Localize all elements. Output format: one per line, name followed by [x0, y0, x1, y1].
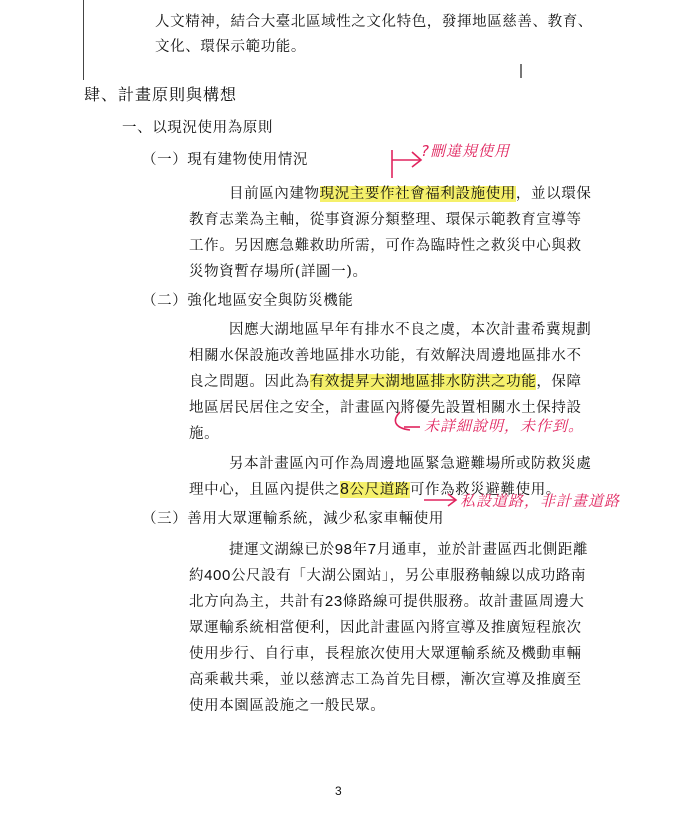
paragraph-line: 教育志業為主軸，從事資源分類整理、環保示範教育宣導等	[189, 212, 582, 228]
paragraph-line: 施。	[189, 426, 220, 442]
paragraph-line: 災物資暫存場所(詳圖一)。	[189, 264, 368, 280]
handwritten-note: 私設道路，非計畫道路	[460, 492, 621, 510]
paragraph-line: 良之問題。因此為有效提昇大湖地區排水防洪之功能，保障	[189, 374, 582, 390]
paragraph-line: 高乘載共乘，並以慈濟志工為首先目標，漸次宣導及推廣至	[189, 672, 582, 688]
paragraph-line: 使用步行、自行車，長程旅次使用大眾運輸系統及機動車輛	[189, 646, 582, 662]
paragraph-line: 因應大湖地區早年有排水不良之虞，本次計畫希冀規劃	[229, 322, 592, 338]
page-number: 3	[335, 784, 342, 798]
highlighted-text: 現況主要作社會福利設施使用	[319, 186, 516, 202]
paragraph-line: 另本計畫區內可作為周邊地區緊急避難場所或防救災處	[229, 456, 592, 472]
paragraph-line: 北方向為主，共計有23條路線可提供服務。故計畫區周邊大	[189, 593, 585, 610]
highlighted-number: 8	[340, 481, 350, 498]
paragraph-line: 相關水保設施改善地區排水功能，有效解決周邊地區排水不	[189, 348, 582, 364]
paragraph-line: 使用本園區設施之一般民眾。	[189, 698, 386, 714]
paragraph-line: 目前區內建物現況主要作社會福利設施使用，並以環保	[229, 186, 592, 202]
highlighted-text: 有效提昇大湖地區排水防洪之功能	[309, 374, 537, 390]
paragraph-line: 文化、環保示範功能。	[155, 39, 306, 55]
subsection-title: （三）善用大眾運輸系統，減少私家車輛使用	[142, 511, 444, 527]
paragraph-line: 理中心，且區內提供之8公尺道路可作為救災避難使用。	[189, 481, 561, 498]
paragraph-line: 約400公尺設有「大湖公園站」，另公車服務軸線以成功路南	[189, 567, 587, 584]
scan-mark	[520, 64, 522, 78]
paragraph-line: 工作。另因應急難救助所需，可作為臨時性之救災中心與救	[189, 238, 582, 254]
subsection-title: （二）強化地區安全與防災機能	[142, 293, 354, 309]
highlighted-text: 公尺道路	[349, 482, 410, 498]
subsection-title: （一）現有建物使用情況	[142, 152, 309, 168]
subsection-heading: 一、以現況使用為原則	[122, 120, 273, 136]
margin-line	[83, 0, 84, 80]
paragraph-line: 捷運文湖線已於98年7月通車，並於計畫區西北側距離	[229, 541, 589, 558]
paragraph-line: 人文精神，結合大臺北區域性之文化特色，發揮地區慈善、教育、	[155, 14, 593, 30]
handwritten-note: ?刪違規使用	[421, 142, 510, 160]
handwritten-note: 未詳細說明，未作到。	[424, 417, 585, 435]
section-heading: 肆、計畫原則與構想	[84, 85, 238, 104]
paragraph-line: 地區居民居住之安全，計畫區內將優先設置相關水土保持設	[189, 400, 582, 416]
paragraph-line: 眾運輸系統相當便利，因此計畫區內將宣導及推廣短程旅次	[189, 620, 582, 636]
